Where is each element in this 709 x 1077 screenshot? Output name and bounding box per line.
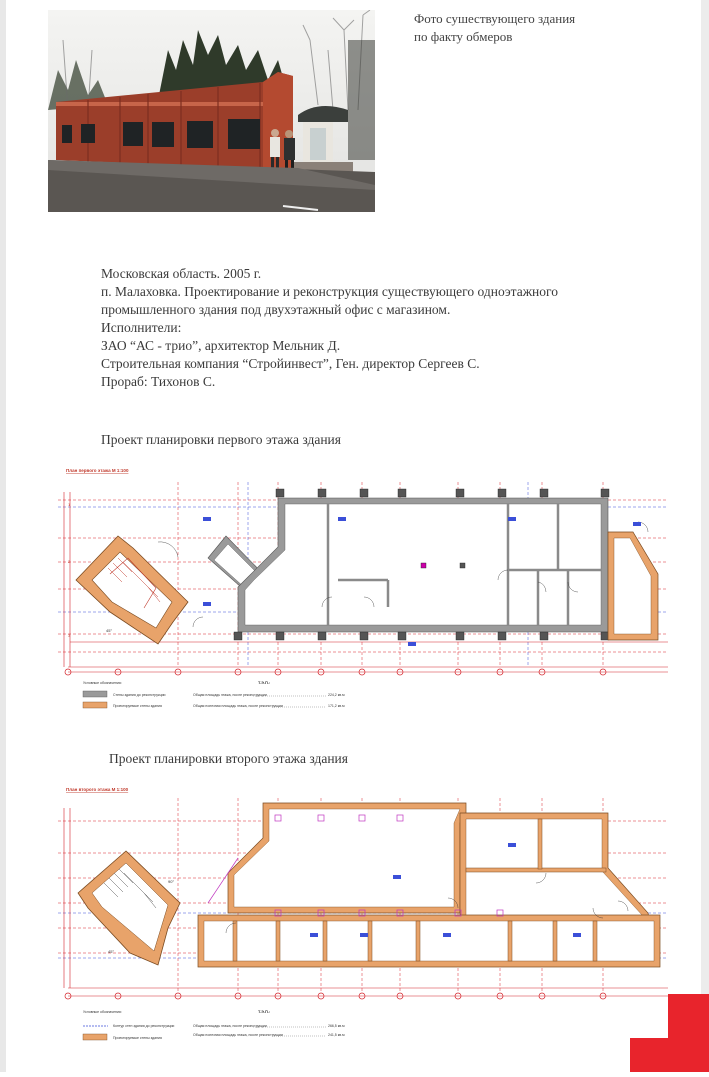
- plan2-sheet-label: План второго этажа М 1:100: [66, 787, 129, 792]
- plan2-legend-wall: Контур стен здания до реконструкции: [113, 1024, 175, 1028]
- building-photo: [48, 10, 375, 212]
- plan1-section-title: Проект планировки первого этажа здания: [101, 432, 341, 447]
- info-line: промышленного здания под двухэтажный офис с магазином.: [101, 302, 451, 317]
- project-info: [101, 265, 558, 391]
- svg-text:45°: 45°: [108, 949, 115, 954]
- plan2-legend-new: Проектируемые стены здания: [113, 1036, 162, 1040]
- plan2-tep-title: Т.Э.П.:: [258, 1009, 271, 1014]
- info-line: ЗАО “АС - трио”, архитектор Мельник Д.: [101, 338, 341, 353]
- plan1-legend-wall: Стены здания до реконструкции: [113, 693, 166, 697]
- plan2-tep-value: 241,5 кв.м: [328, 1033, 345, 1037]
- corner-mark: [630, 994, 709, 1077]
- svg-text:2: 2: [68, 559, 71, 564]
- plan1-sheet-label: План первого этажа М 1:100: [66, 468, 129, 473]
- plan1-tep-label: Общая площадь этажа, после реконструкции: [193, 693, 267, 697]
- info-line: Прораб: Тихонов С.: [101, 374, 216, 389]
- plan2-angle-label: 90°: [168, 879, 175, 884]
- page-border-right: [701, 0, 709, 1072]
- info-line: Строительная компания “Стройинвест”, Ген. директор Сергеев С.: [101, 356, 480, 371]
- svg-text:3: 3: [68, 633, 71, 638]
- plan1-tep-value: 171,2 кв.м: [328, 704, 345, 708]
- info-line: Московская область. 2005 г.: [101, 266, 262, 281]
- photo-caption-line2: по факту обмеров: [414, 29, 513, 44]
- page-border-left: [0, 0, 6, 1072]
- plan2-tep-label: Общая полезная площадь этажа, после реконструкции: [193, 1033, 283, 1037]
- plan2-tep-value: 266,5 кв.м: [328, 1024, 345, 1028]
- plan1-angle-label: 45°: [106, 628, 113, 633]
- plan2-section-title: Проект планировки второго этажа здания: [109, 751, 348, 766]
- photo-caption: [414, 10, 575, 46]
- plan2-tep-label: Общая площадь этажа, после реконструкции: [193, 1024, 267, 1028]
- first-floor-plan: [48, 462, 678, 722]
- photo-caption-line1: Фото сушествующего здания: [414, 11, 576, 26]
- svg-text:1: 1: [68, 502, 71, 507]
- info-line: п. Малаховка. Проектирование и реконструкция существующего одноэтажного: [101, 284, 558, 299]
- second-floor-plan: [48, 783, 678, 1050]
- plan2-legend-title: Условные обозначения:: [83, 1010, 122, 1014]
- plan1-legend-new: Проектируемые стены здания: [113, 704, 162, 708]
- plan1-tep-label: Общая полезная площадь этажа, после реконструкции: [193, 704, 283, 708]
- plan1-tep-title: Т.Э.П.:: [258, 680, 271, 685]
- info-line: Исполнители:: [101, 320, 182, 335]
- plan1-legend: [83, 680, 345, 708]
- plan1-tep-value: 224,2 кв.м: [328, 693, 345, 697]
- plan2-legend: [83, 1009, 345, 1040]
- plan1-legend-title: Условные обозначения:: [83, 681, 122, 685]
